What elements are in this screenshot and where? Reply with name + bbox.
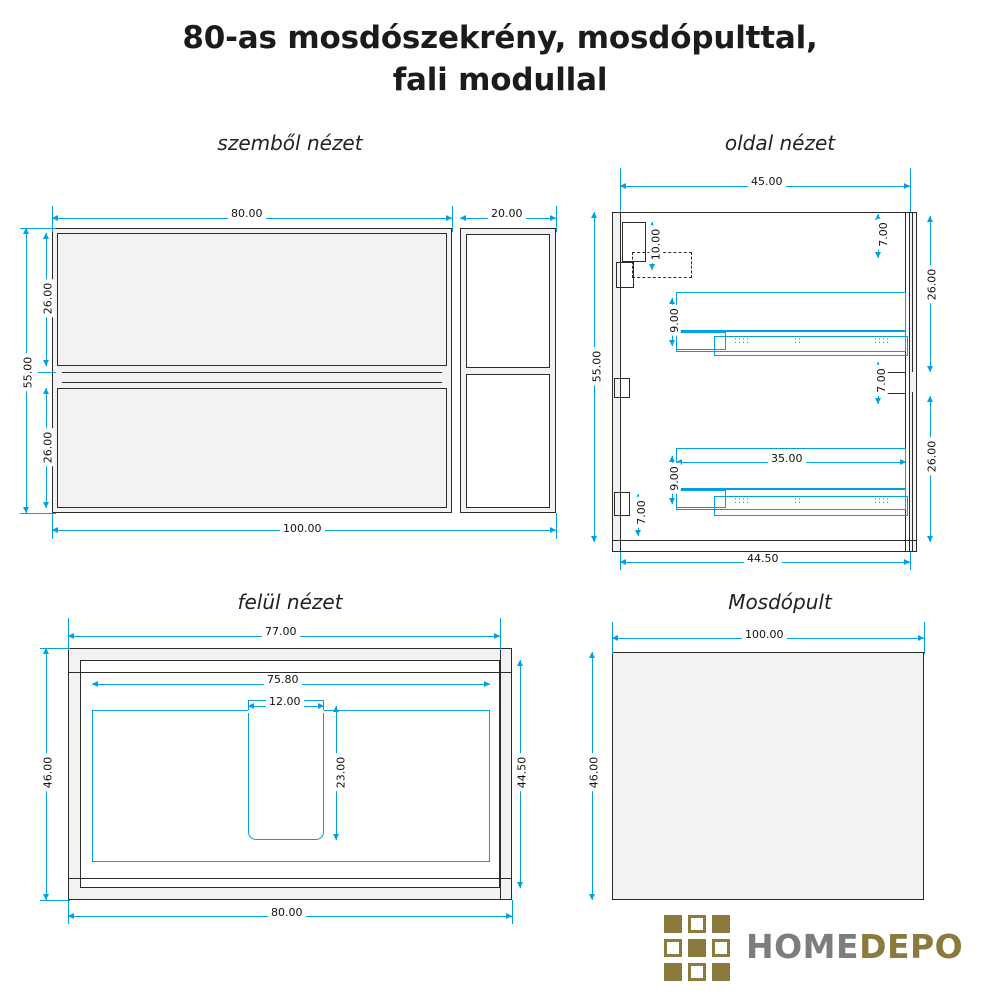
top-ext-b80r: [512, 900, 513, 924]
front-dim-cabinet-width: 80.00: [228, 207, 266, 220]
counter-dim-100-arrow-left: [612, 635, 618, 641]
side-dim-front-notch: 7.00: [635, 497, 648, 528]
side-lower-rail-dots-1: ::::: [734, 496, 751, 506]
front-dim-100-arrow-left: [52, 527, 58, 533]
title-line-2: fali modullal: [392, 61, 608, 98]
top-cutout-gap: [248, 710, 324, 713]
top-ext-b80l: [68, 900, 69, 924]
top-dim-7580-arrow-left: [92, 681, 98, 687]
page-title: [0, 18, 1000, 102]
front-module-shelf-lower: [466, 374, 550, 508]
counter-dim-46-arrow-down: [589, 894, 595, 900]
front-dim-total-width: 100.00: [280, 522, 325, 535]
side-dim-rail-offset-upper: 7.00: [875, 365, 888, 396]
top-dim-cutout-width: 12.00: [266, 695, 304, 708]
counter-dim-46-arrow-up: [589, 652, 595, 658]
front-dim-26l-arrow-up: [43, 388, 49, 394]
side-ext-left: [620, 168, 621, 212]
front-dim-20-arrow-left: [460, 215, 466, 221]
side-dim-9l-arrow-down: [669, 498, 675, 504]
front-handle-line: [62, 372, 442, 373]
top-dim-depth: 46.00: [41, 754, 54, 792]
top-dim-12-arrow-left: [248, 703, 254, 709]
side-dim-26u-arrow-up: [927, 216, 933, 222]
side-dim-7tr-arrow-down: [875, 252, 881, 258]
top-dim-base-width: 80.00: [268, 906, 306, 919]
top-cutout: [248, 700, 324, 840]
side-dim-4450-arrow-right: [904, 559, 910, 565]
side-ext-br: [910, 552, 911, 570]
front-ext-bl: [52, 513, 53, 539]
front-handle-line-2: [62, 382, 442, 383]
front-dim-total-height: 55.00: [21, 354, 34, 392]
top-frame-line-2: [68, 878, 512, 879]
front-dim-26u-arrow-up: [43, 233, 49, 239]
front-dim-100-arrow-right: [550, 527, 556, 533]
view-label-counter: Mosdópult: [728, 590, 832, 614]
front-ext-top-left: [20, 228, 56, 229]
front-upper-drawer: [57, 233, 447, 366]
side-dim-drawer-depth: 35.00: [768, 452, 806, 465]
top-dim-23-arrow-down: [333, 834, 339, 840]
top-dim-77-arrow-right: [494, 633, 500, 639]
side-dim-26l-arrow-down: [927, 536, 933, 542]
side-base-line: [612, 540, 917, 541]
front-ext-mid-left: [38, 372, 56, 373]
top-frame-line-right: [500, 648, 501, 900]
side-dim-upper-drawer-height: 26.00: [925, 266, 938, 304]
top-ext-r77: [500, 618, 501, 650]
logo-text-home: HOME: [746, 927, 860, 966]
side-dim-10-arrow-down: [649, 264, 655, 270]
top-dim-23-arrow-up: [333, 706, 339, 712]
view-label-front: szemből nézet: [217, 131, 363, 155]
title-line-1: 80-as mosdószekrény, mosdópulttal,: [182, 20, 818, 56]
side-dim-26u-arrow-down: [927, 366, 933, 372]
side-upper-rail-dots-1: ::::: [734, 336, 751, 346]
top-dim-77-arrow-left: [68, 633, 74, 639]
top-dim-4450-arrow-up: [517, 660, 523, 666]
top-dim-4450-arrow-down: [517, 882, 523, 888]
side-upper-rail-dots-3: ::::: [874, 336, 891, 346]
front-dim-upper-height: 26.00: [41, 280, 54, 318]
front-dim-lower-height: 26.00: [41, 429, 54, 467]
counter-body: [612, 652, 924, 900]
counter-ext-r: [924, 622, 925, 654]
side-lower-rail-dots-3: ::::: [874, 496, 891, 506]
front-dim-26u-arrow-down: [43, 360, 49, 366]
side-dim-55-arrow-down: [591, 536, 597, 542]
top-ext-bl: [40, 900, 70, 901]
top-dim-inner-depth: 44.50: [515, 754, 528, 792]
view-label-side: oldal nézet: [724, 131, 836, 155]
top-dim-80-arrow-right: [506, 913, 512, 919]
side-dim-4450-arrow-left: [620, 559, 626, 565]
side-dim-top-offset: 10.00: [649, 226, 662, 264]
logo-grid-icon: [664, 915, 732, 983]
side-dim-lower-drawer-height: 26.00: [925, 438, 938, 476]
front-dim-80-arrow-right: [446, 215, 452, 221]
side-dim-back-notch: 7.00: [877, 219, 890, 250]
top-dim-12-arrow-right: [318, 703, 324, 709]
side-notch-mid: [614, 378, 630, 398]
front-ext-bot-left: [20, 513, 56, 514]
front-lower-drawer: [57, 388, 447, 508]
side-lower-rail-dots-2: ::: [794, 496, 803, 506]
counter-dim-depth: 46.00: [587, 754, 600, 792]
side-dim-45-arrow-right: [904, 183, 910, 189]
top-dim-80-arrow-left: [68, 913, 74, 919]
counter-dim-100-arrow-right: [918, 635, 924, 641]
side-dim-45-arrow-left: [620, 183, 626, 189]
side-dim-35-arrow-right: [900, 459, 906, 465]
side-dim-7ll-arrow-down: [635, 530, 641, 536]
front-dim-module-width: 20.00: [488, 207, 526, 220]
side-hook-foot: [616, 262, 634, 288]
side-ext-right: [910, 168, 911, 212]
counter-dim-width: 100.00: [742, 628, 787, 641]
side-dim-slide-lower: 9.00: [668, 463, 681, 494]
side-dim-7mr-arrow-down: [875, 398, 881, 404]
front-dim-26l-arrow-down: [43, 502, 49, 508]
front-ext-br: [556, 513, 557, 539]
front-ext-mid: [452, 206, 453, 232]
side-wall-strip-lower2: [912, 392, 913, 552]
side-dim-slide-upper: 9.00: [668, 305, 681, 336]
top-dim-inner-width: 75.80: [264, 673, 302, 686]
top-dim-7580-arrow-right: [484, 681, 490, 687]
side-dim-total-height: 55.00: [590, 348, 603, 386]
front-dim-80-arrow-left: [52, 215, 58, 221]
side-dim-9u-arrow-up: [669, 298, 675, 304]
side-dim-55-arrow-up: [591, 212, 597, 218]
side-notch-bottom: [614, 492, 630, 516]
homedepo-logo: [664, 915, 984, 985]
top-dim-cutout-depth: 23.00: [334, 754, 347, 792]
logo-text-depo: DEPO: [859, 927, 964, 966]
side-dim-9l-arrow-up: [669, 456, 675, 462]
front-ext-right: [556, 206, 557, 232]
side-dim-9u-arrow-down: [669, 340, 675, 346]
side-upper-rail-dots-2: ::: [794, 336, 803, 346]
front-module-shelf-upper: [466, 234, 550, 368]
side-wall-strip-upper2: [912, 212, 913, 372]
front-dim-20-arrow-right: [550, 215, 556, 221]
logo-wordmark: [746, 927, 963, 966]
side-dim-26l-arrow-up: [927, 396, 933, 402]
side-dim-depth: 45.00: [748, 175, 786, 188]
top-ext-tl: [40, 648, 70, 649]
side-dim-bottom-depth: 44.50: [744, 552, 782, 565]
view-label-top: felül nézet: [237, 590, 343, 614]
top-dim-outer-width: 77.00: [262, 625, 300, 638]
